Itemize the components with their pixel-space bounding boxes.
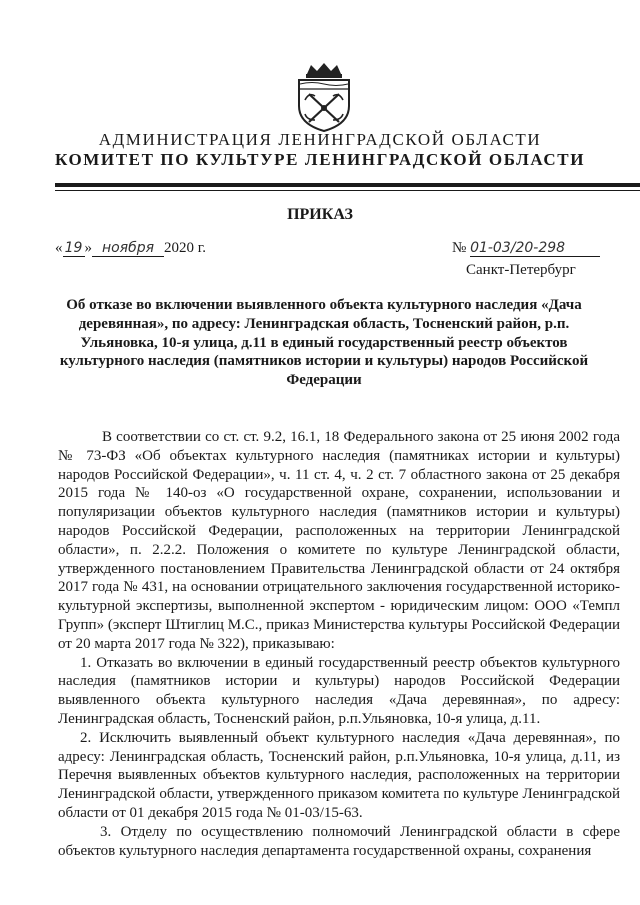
organization-name-administration: АДМИНИСТРАЦИЯ ЛЕНИНГРАДСКОЙ ОБЛАСТИ <box>98 130 542 149</box>
header-divider-thick <box>55 183 640 187</box>
body-item-1: 1. Отказать во включении в единый государственный реестр объектов культурного наследия (памятников истории и культуры) народов Российской Федерации выявленного объекта культурного наследия «Дача деревянная», по адресу: Ленинградская область, Тосненский район, р.п.Ульяновка, 10-я улица, д.11. <box>58 654 620 727</box>
document-number <box>452 240 600 257</box>
date-open-quote: « <box>55 240 63 256</box>
organization-name-committee: КОМИТЕТ ПО КУЛЬТУРЕ ЛЕНИНГРАДСКОЙ ОБЛАСТИ <box>54 150 586 169</box>
date-month-handwritten: ноября <box>92 240 164 257</box>
number-value-handwritten: 01-03/20-298 <box>470 240 600 257</box>
header-divider-thin <box>55 190 640 191</box>
document-title: Об отказе во включении выявленного объекта культурного наследия «Дача деревянная», по адресу: Ленинградская область, Тосненский район, р.п. Ульяновка, 10-я улица, д.11 в единый государственный реестр объектов культурного наследия (памятников истории и культуры) народов Российской Федерации <box>59 297 589 389</box>
document-type: ПРИКАЗ <box>287 206 353 223</box>
date-close-quote: » <box>84 240 92 256</box>
crest-icon <box>293 62 355 132</box>
document-body <box>58 428 620 860</box>
body-item-3: 3. Отделу по осуществлению полномочий Ленинградской области в сфере объектов культурного наследия департамента государственной охраны, сохранения <box>58 823 620 859</box>
document-city: Санкт-Петербург <box>466 262 576 278</box>
document-date <box>55 240 206 257</box>
body-preamble: В соответствии со ст. ст. 9.2, 16.1, 18 Федерального закона от 25 июня 2002 года № 73-ФЗ «Об объектах культурного наследия (памятниках истории и культуры) народов Российской Федерации», ч. 11 ст. 4, ч. 2 ст. 7 областного закона от 25 декабря 2015 года № 140-оз «О государственной охране, сохранении, использовании и популяризации объектов культурного наследия (памятников истории и культуры) народов Российской Федерации, расположенных на территории Ленинградской области», п. 2.2.2. Положения о комитете по культуре Ленинградской области, утвержденного постановлением Правительства Ленинградской области от 24 октября 2017 года № 431, на основании отрицательного заключения государственной историко-культурной экспертизы, выполненной экспертом - юридическим лицом: ООО «Темпл Групп» (эксперт Штиглиц М.С., приказ Министерства культуры Российской Федерации от 20 марта 2017 года № 322), приказываю: <box>58 429 620 652</box>
date-year: 2020 г. <box>164 240 206 256</box>
date-day-handwritten: 19 <box>63 240 85 257</box>
number-sign: № <box>452 240 467 256</box>
body-item-2: 2. Исключить выявленный объект культурного наследия «Дача деревянная», по адресу: Ленинградская область, Тосненский район, р.п.Ульяновка, 10-я улица, д.11, из Перечня выявленных объектов культурного наследия, расположенных на территории Ленинградской области, утвержденного приказом комитета по культуре Ленинградской области от 01 декабря 2015 года № 01-03/15-63. <box>58 729 620 821</box>
